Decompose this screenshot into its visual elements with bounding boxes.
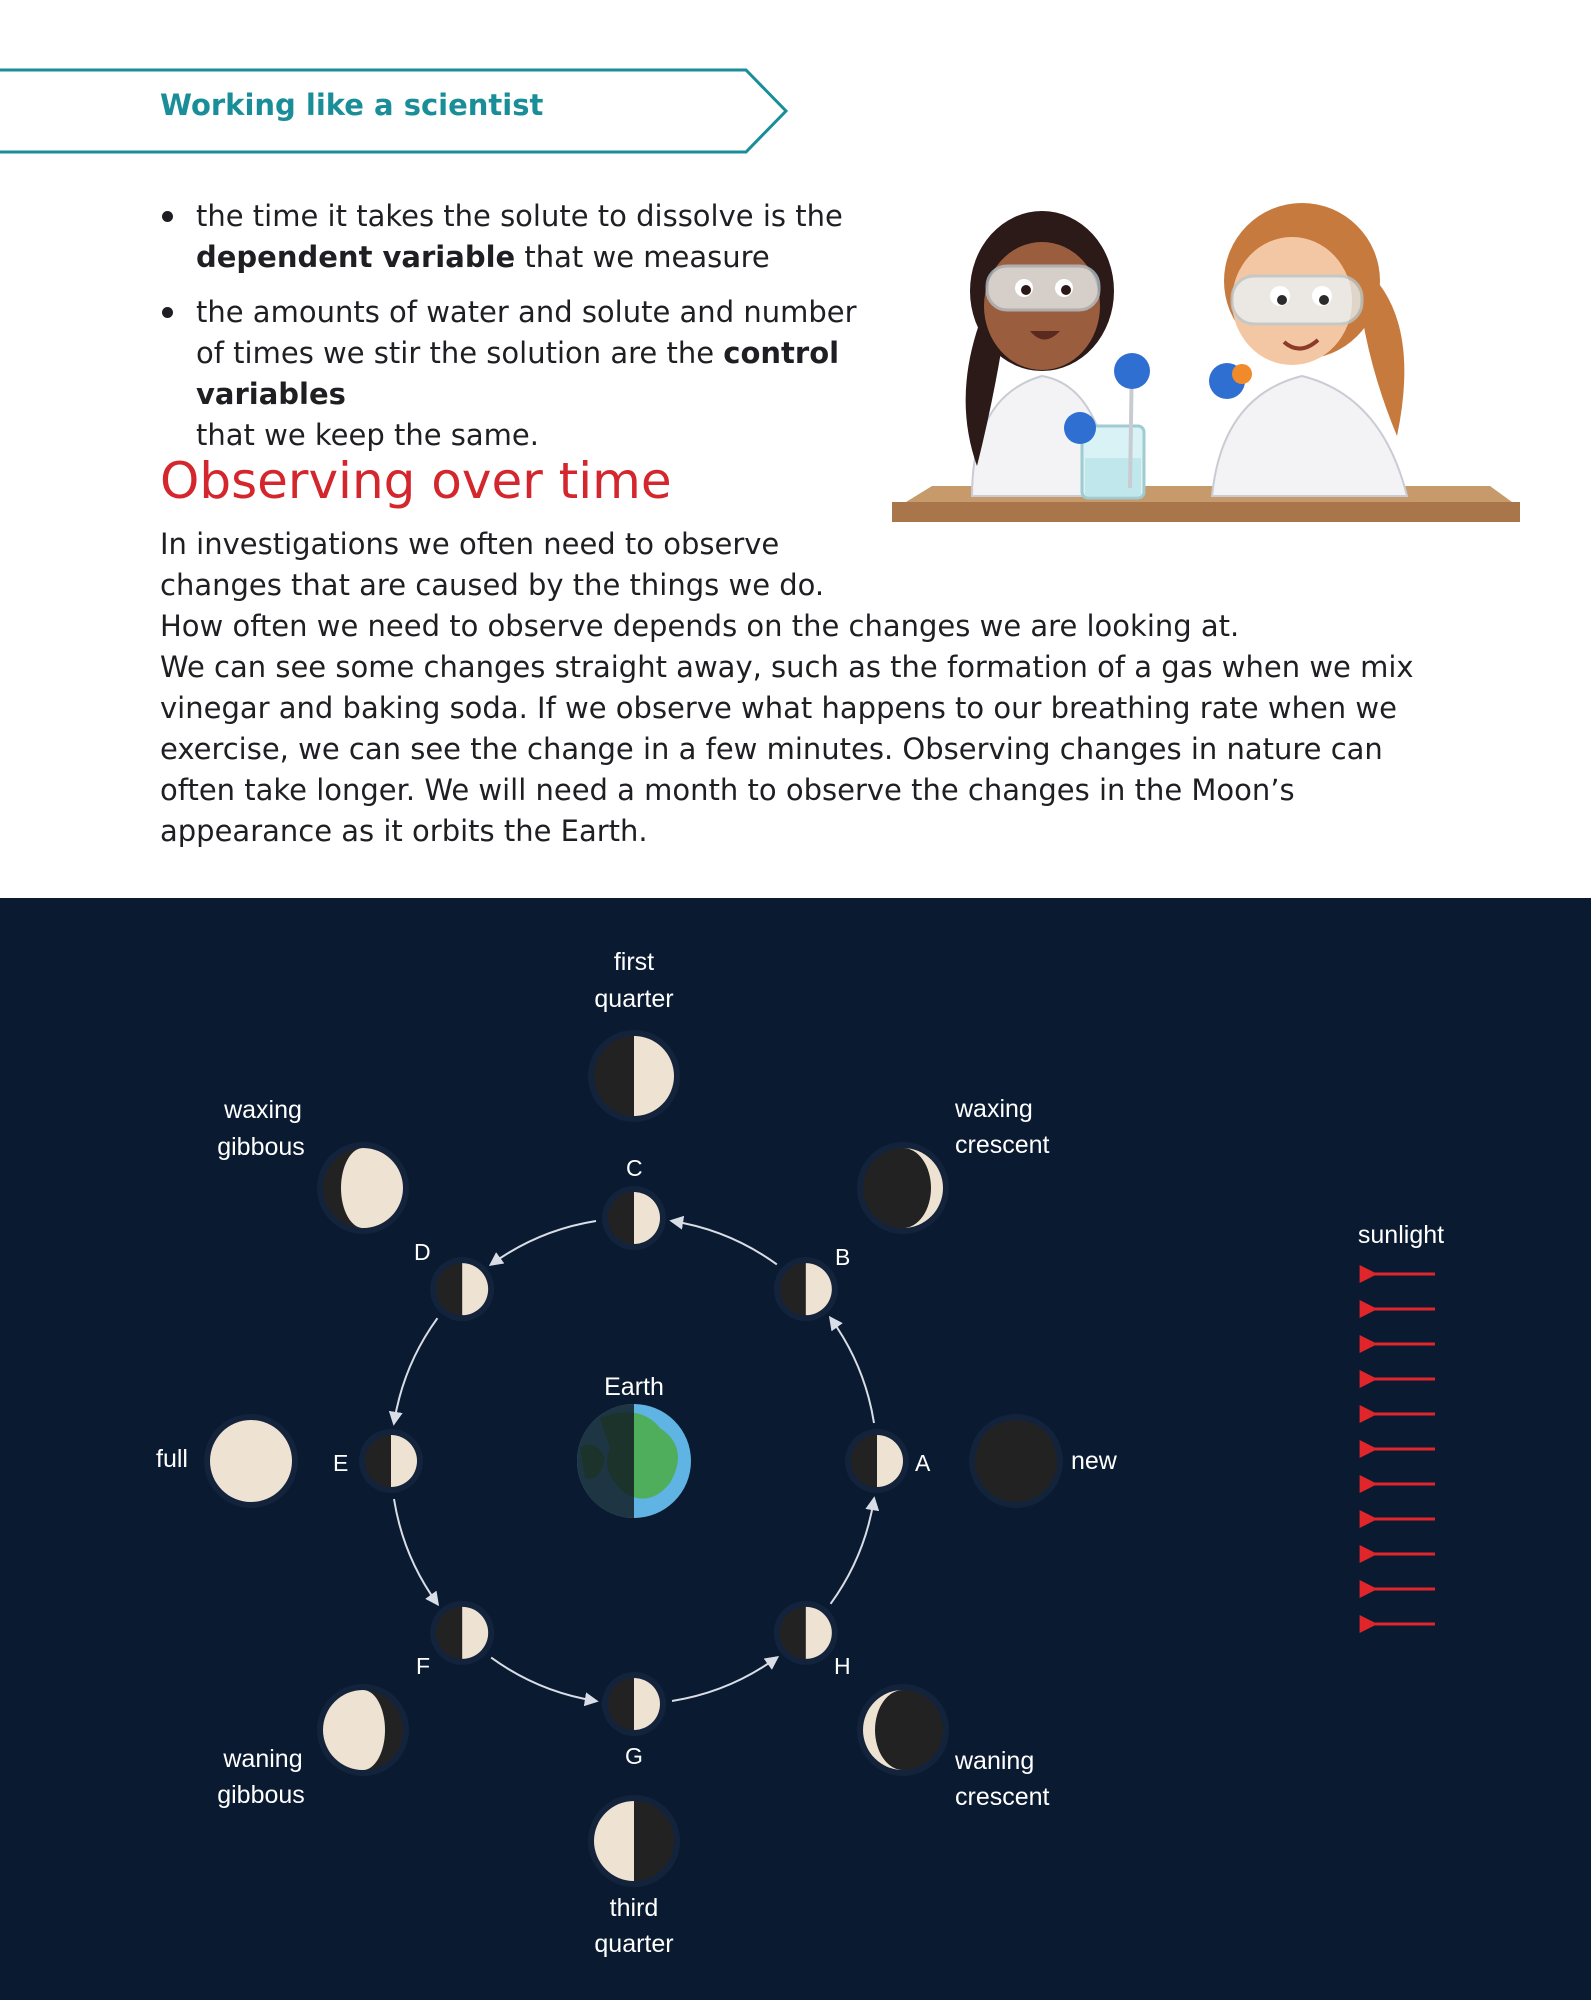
paragraph: How often we need to observe depends on the changes we are looking at. [160,609,1240,643]
phase-label-waxing-crescent: waxing [955,1095,1033,1123]
orbit-letter-c: C [626,1155,643,1181]
moon-phase-new [969,1414,1063,1508]
bullet-bold-term: dependent variable [196,240,516,274]
orbit-letter-h: H [834,1653,851,1679]
header-title: Working like a scientist [160,88,544,122]
bullet-list [160,196,990,470]
orbit-arc [394,1499,437,1604]
phase-label-waning-crescent: waning [955,1747,1035,1775]
moon-phase-full [204,1414,298,1508]
moon-phase-waning-gibbous [317,1684,409,1776]
moon-orbit-d [430,1257,494,1321]
orbit-arc [831,1499,874,1604]
bullet-text: of times we stir the solution are the [196,336,724,370]
paragraph-line: changes that are caused by the things we do. [160,568,825,602]
bullet-text: the amounts of water and solute and number [196,295,857,329]
sunlight-arrows [1374,1274,1435,1624]
phase-label-waning-gibbous: gibbous [217,1781,305,1809]
bullet-dot [162,307,173,318]
bullet-item [160,292,990,456]
orbit-arc [672,1221,777,1264]
bullet-item [160,196,990,278]
orbit-letter-b: B [835,1244,851,1270]
paragraph-line: In investigations we often need to observe [160,527,780,561]
moon-orbit-h [774,1601,838,1665]
section-heading: Observing over time [160,452,672,510]
phase-label-first-quarter: first [613,948,655,976]
moon-phases-diagram [0,898,1591,2000]
moon-phase-waning-crescent [857,1684,949,1776]
phase-label-waxing-gibbous: gibbous [217,1133,305,1161]
orbit-arc [491,1658,596,1701]
orbit-letter-e: E [333,1450,349,1476]
moon-orbit-e [359,1429,423,1493]
moon-orbit-f [430,1601,494,1665]
phase-label-third-quarter: third [609,1894,659,1922]
moon-phase-first-quarter [588,1030,680,1122]
phase-label-first-quarter: quarter [594,985,674,1013]
orbit-arc [672,1658,777,1701]
orbit-letter-d: D [414,1239,431,1265]
phase-label-waning-gibbous: waning [223,1745,303,1773]
orbit-arc [831,1318,874,1423]
phase-label-waxing-crescent: crescent [955,1131,1050,1159]
phase-label-third-quarter: quarter [594,1930,674,1958]
phase-label-waning-crescent: crescent [955,1783,1050,1811]
bullet-text: that we measure [515,240,770,274]
orbit-letter-f: F [416,1653,431,1679]
moon-phases-panel [0,898,1591,2000]
orbit-arc [491,1221,596,1264]
orbit-letter-a: A [915,1450,931,1476]
moon-phase-waxing-gibbous [317,1142,409,1234]
phase-label-new: new [1071,1447,1117,1475]
moon-orbit-b [774,1257,838,1321]
moon-phase-third-quarter [588,1795,680,1887]
bullet-text: the time it takes the solute to dissolve is the [196,199,843,233]
earth [577,1404,691,1518]
scientists-illustration [892,196,1522,558]
sunlight-label: sunlight [1357,1221,1445,1249]
moon-orbit-g [602,1672,666,1736]
bullet-bold-term: control variables [196,336,840,411]
moon-orbit-a [845,1429,909,1493]
moon-phase-waxing-crescent [857,1142,949,1234]
paragraph: We can see some changes straight away, such as the formation of a gas when we mix vinegar and baking soda. If we observe what happens to our breathing rate when we exercise, we can see the change in a few minutes. Observing changes in nature can often take longer. We will need a month to observe the changes in the Moon’s appearance as it orbits the Earth. [160,650,1414,848]
bullet-dot [162,211,173,222]
orbit-letter-g: G [625,1743,643,1769]
bullet-text: that we keep the same. [196,418,539,452]
phase-label-waxing-gibbous: waxing [224,1096,302,1124]
earth-label: Earth [604,1373,664,1401]
phase-label-full: full [156,1445,188,1473]
intro-paragraph [160,524,880,606]
moon-orbit-c [602,1186,666,1250]
orbit-arc [394,1318,437,1423]
